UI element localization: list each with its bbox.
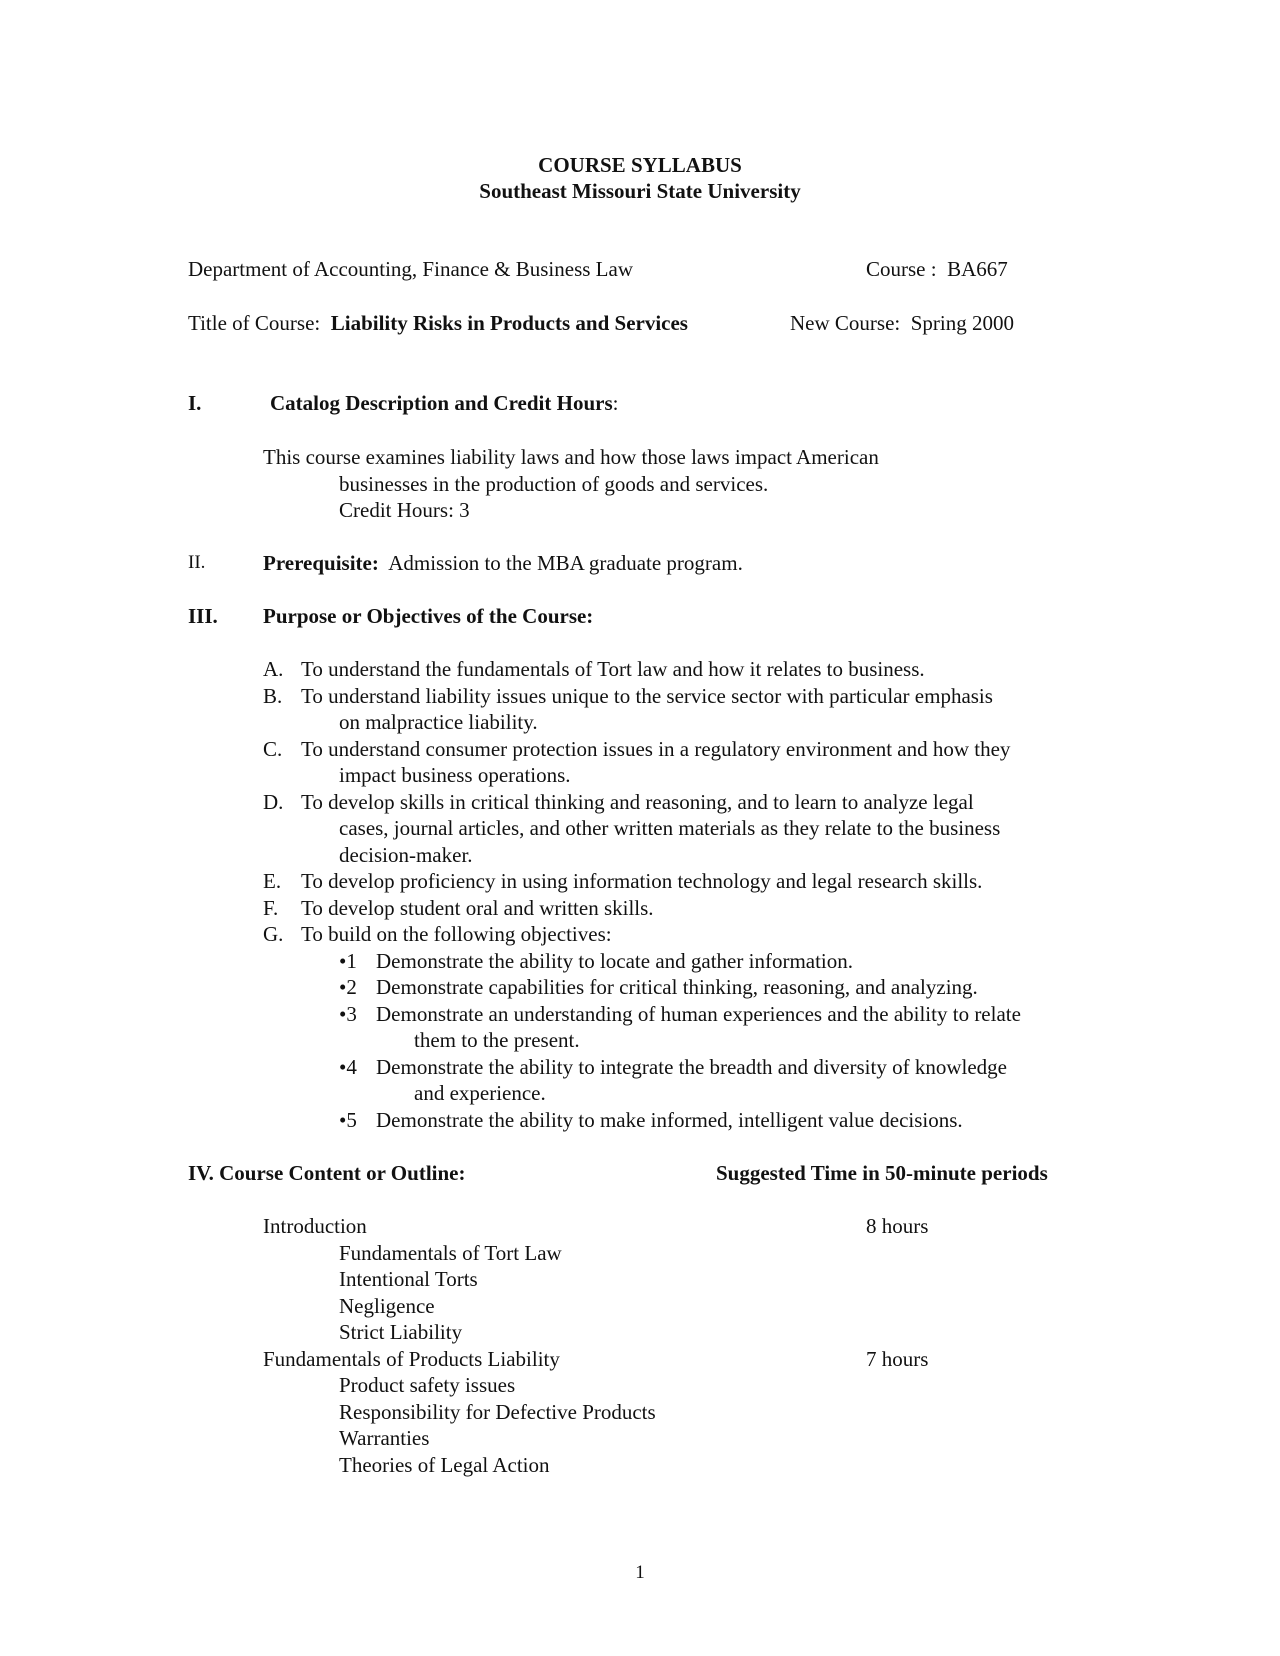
sub-objective-text: Demonstrate the ability to locate and gather information. <box>376 949 854 973</box>
objective-text-continuation: impact business operations. <box>339 763 571 787</box>
course-code-line <box>866 256 1008 282</box>
objective-text: To build on the following objectives: <box>301 922 612 946</box>
outline-subtopic: Theories of Legal Action <box>339 1453 550 1477</box>
prerequisite-label: Prerequisite: <box>263 551 379 575</box>
outline-topic: Introduction <box>263 1214 367 1238</box>
objective-text: To understand liability issues unique to the service sector with particular emphasis <box>301 684 993 708</box>
new-course-line <box>790 310 1014 336</box>
sub-objective-number: •4 <box>339 1055 357 1079</box>
prerequisite-text: Admission to the MBA graduate program. <box>388 551 743 575</box>
sub-objective-number: •1 <box>339 949 357 973</box>
outline-subtopic: Responsibility for Defective Products <box>339 1400 656 1424</box>
section-2-numeral: II. <box>188 552 206 573</box>
sub-objective-text: Demonstrate capabilities for critical thinking, reasoning, and analyzing. <box>376 975 978 999</box>
catalog-description-line-2: businesses in the production of goods and services. <box>339 472 769 496</box>
objective-text: To develop student oral and written skills. <box>301 896 654 920</box>
objective-text-continuation: decision-maker. <box>339 843 473 867</box>
outline-subtopic: Fundamentals of Tort Law <box>339 1241 562 1265</box>
outline-subtopic: Warranties <box>339 1426 430 1450</box>
course-title-line <box>188 310 688 336</box>
section-1-heading: Catalog Description and Credit Hours: <box>270 391 619 415</box>
sub-objective-number: •2 <box>339 975 357 999</box>
page-number: 1 <box>635 1562 645 1583</box>
sub-objective-number: •3 <box>339 1002 357 1026</box>
objective-letter: A. <box>263 657 284 681</box>
outline-subtopic: Negligence <box>339 1294 435 1318</box>
objective-letter: G. <box>263 922 284 946</box>
sub-objective-text: Demonstrate an understanding of human experiences and the ability to relate <box>376 1002 1021 1026</box>
objective-text-continuation: on malpractice liability. <box>339 710 538 734</box>
objective-letter: D. <box>263 790 284 814</box>
objective-text: To understand the fundamentals of Tort law and how it relates to business. <box>301 657 925 681</box>
sub-objective-text-continuation: and experience. <box>414 1081 546 1105</box>
outline-topic-hours: 8 hours <box>866 1214 929 1238</box>
section-1-numeral: I. <box>188 391 202 415</box>
section-4-heading: IV. Course Content or Outline: <box>188 1161 466 1185</box>
objective-letter: E. <box>263 869 282 893</box>
course-title-value: Liability Risks in Products and Services <box>330 311 688 335</box>
objective-letter: B. <box>263 684 283 708</box>
outline-topic: Fundamentals of Products Liability <box>263 1347 560 1371</box>
university-name: Southeast Missouri State University <box>479 179 801 203</box>
department-line: Department of Accounting, Finance & Business Law <box>188 257 633 281</box>
section-3-heading: Purpose or Objectives of the Course: <box>263 604 594 628</box>
objective-text: To develop proficiency in using information technology and legal research skills. <box>301 869 983 893</box>
objective-letter: C. <box>263 737 283 761</box>
outline-subtopic: Intentional Torts <box>339 1267 478 1291</box>
document-title: COURSE SYLLABUS <box>538 153 742 177</box>
outline-topic-hours: 7 hours <box>866 1347 929 1371</box>
objective-letter: F. <box>263 896 279 920</box>
objective-text: To understand consumer protection issues in a regulatory environment and how they <box>301 737 1011 761</box>
sub-objective-text: Demonstrate the ability to make informed, intelligent value decisions. <box>376 1108 963 1132</box>
objective-text-continuation: cases, journal articles, and other written materials as they relate to the business <box>339 816 1001 840</box>
catalog-description-line-1: This course examines liability laws and how those laws impact American <box>263 445 879 469</box>
new-course-label: New Course: <box>790 311 901 335</box>
course-value: BA667 <box>947 257 1008 281</box>
course-label: Course : <box>866 257 937 281</box>
course-title-label: Title of Course: <box>188 311 321 335</box>
prerequisite-line <box>263 550 743 576</box>
sub-objective-text: Demonstrate the ability to integrate the breadth and diversity of knowledge <box>376 1055 1007 1079</box>
objective-text: To develop skills in critical thinking and reasoning, and to learn to analyze legal <box>301 790 974 814</box>
outline-subtopic: Strict Liability <box>339 1320 463 1344</box>
section-3-numeral: III. <box>188 604 218 628</box>
new-course-value: Spring 2000 <box>910 311 1014 335</box>
sub-objective-text-continuation: them to the present. <box>414 1028 580 1052</box>
credit-hours: Credit Hours: 3 <box>339 498 470 522</box>
suggested-time-heading: Suggested Time in 50-minute periods <box>716 1161 1048 1185</box>
outline-subtopic: Product safety issues <box>339 1373 516 1397</box>
sub-objective-number: •5 <box>339 1108 357 1132</box>
